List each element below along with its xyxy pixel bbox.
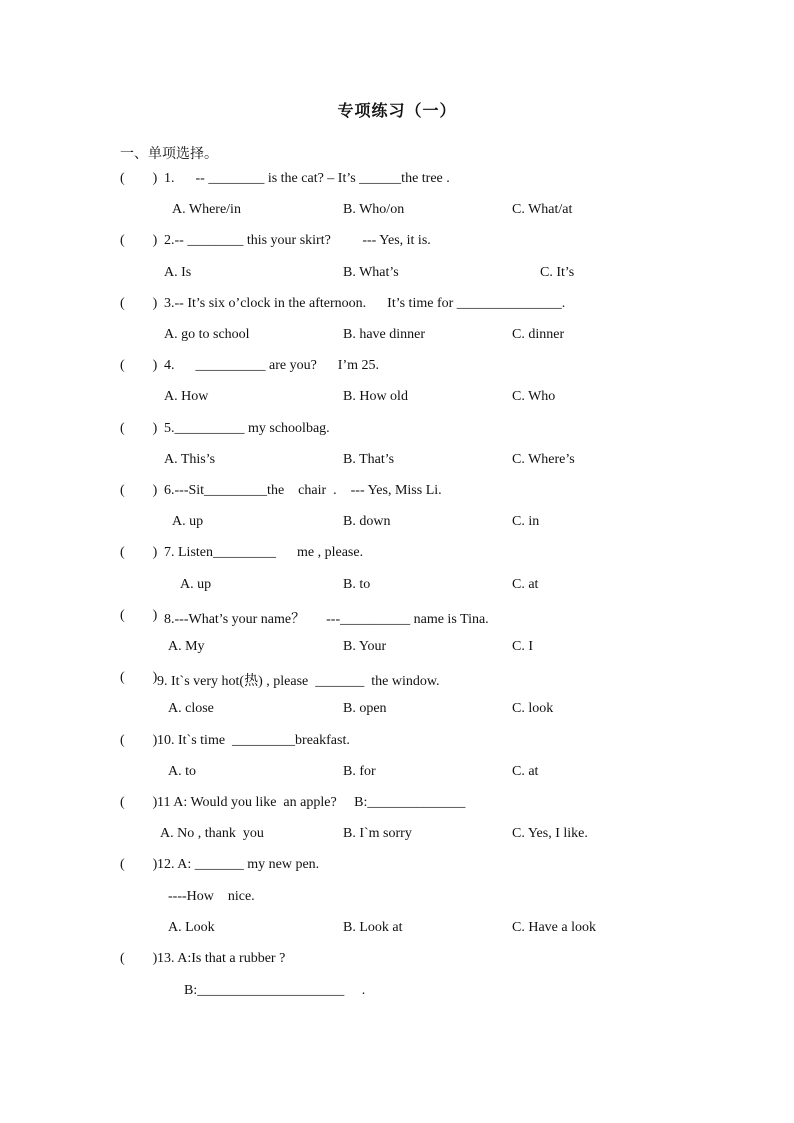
answer-paren[interactable]: ( )	[120, 358, 158, 373]
option-b: B. down	[343, 514, 391, 529]
answer-paren[interactable]: ( )	[120, 296, 158, 311]
option-b: B. Who/on	[343, 202, 405, 217]
option-a: A. Look	[168, 920, 215, 935]
answer-paren[interactable]: ( )	[120, 545, 158, 560]
question-text: 6.---Sit_________the chair . --- Yes, Miss Li.	[164, 483, 442, 498]
option-b: B. That’s	[343, 452, 395, 467]
option-a: A. to	[168, 764, 196, 779]
question-text: 10. It`s time _________breakfast.	[157, 733, 350, 748]
option-c: C. dinner	[512, 327, 565, 342]
question-text: 3.-- It’s six o’clock in the afternoon. It’s time for _______________.	[164, 296, 566, 311]
option-b: B. I`m sorry	[343, 826, 412, 841]
option-a: A. go to school	[164, 327, 250, 342]
option-a: A. up	[180, 577, 212, 592]
option-b: B. to	[343, 577, 371, 592]
question-text: 12. A: _______ my new pen.	[157, 857, 320, 872]
question-text: 5.__________ my schoolbag.	[164, 421, 330, 436]
answer-paren[interactable]: ( )	[120, 483, 158, 498]
option-c: C. look	[512, 701, 554, 716]
option-b: B. have dinner	[343, 327, 426, 342]
option-c: C. What/at	[512, 202, 573, 217]
answer-paren[interactable]: ( )	[120, 421, 158, 436]
option-c: C. in	[512, 514, 540, 529]
option-c: C. at	[512, 764, 539, 779]
question-text: 7. Listen_________ me , please.	[164, 545, 364, 560]
question-text: 1. -- ________ is the cat? – It’s ______the tree .	[164, 171, 450, 186]
option-c: C. Where’s	[512, 452, 575, 467]
answer-blank-line[interactable]: B:_____________________ .	[184, 983, 366, 998]
section-heading: 一、单项选择。	[120, 147, 218, 162]
option-c: C. Who	[512, 389, 556, 404]
option-b: B. Your	[343, 639, 387, 654]
answer-paren[interactable]: ( )	[120, 795, 158, 810]
option-b: B. What’s	[343, 265, 399, 280]
answer-paren[interactable]: ( )	[120, 670, 158, 685]
option-a: A. How	[164, 389, 209, 404]
page-title: 专项练习（一）	[337, 103, 457, 120]
option-a: A. My	[168, 639, 205, 654]
answer-paren[interactable]: ( )	[120, 171, 158, 186]
question-text: 11 A: Would you like an apple? B:______________	[157, 795, 466, 810]
option-c: C. at	[512, 577, 539, 592]
option-a: A. close	[168, 701, 214, 716]
question-text: 9. It`s very hot(热) , please _______ the window.	[157, 674, 440, 689]
option-b: B. Look at	[343, 920, 403, 935]
question-text: 4. __________ are you? I’m 25.	[164, 358, 380, 373]
option-b: B. open	[343, 701, 387, 716]
option-c: C. Yes, I like.	[512, 826, 588, 841]
answer-paren[interactable]: ( )	[120, 951, 158, 966]
option-a: A. up	[172, 514, 204, 529]
question-text: 13. A:Is that a rubber ?	[157, 951, 286, 966]
option-c: C. It’s	[540, 265, 575, 280]
option-a: A. This’s	[164, 452, 216, 467]
answer-paren[interactable]: ( )	[120, 857, 158, 872]
answer-paren[interactable]: ( )	[120, 608, 158, 623]
question-reply-text: ----How nice.	[168, 889, 255, 904]
option-b: B. How old	[343, 389, 408, 404]
answer-paren[interactable]: ( )	[120, 733, 158, 748]
option-c: C. Have a look	[512, 920, 596, 935]
option-c: C. I	[512, 639, 533, 654]
question-text: 2.-- ________ this your skirt? --- Yes, it is.	[164, 233, 431, 248]
option-a: A. Is	[164, 265, 192, 280]
question-text: 8.---What’s your name？ ---__________ name is Tina.	[164, 612, 489, 627]
answer-paren[interactable]: ( )	[120, 233, 158, 248]
option-a: A. Where/in	[172, 202, 241, 217]
option-a: A. No , thank you	[160, 826, 264, 841]
option-b: B. for	[343, 764, 376, 779]
